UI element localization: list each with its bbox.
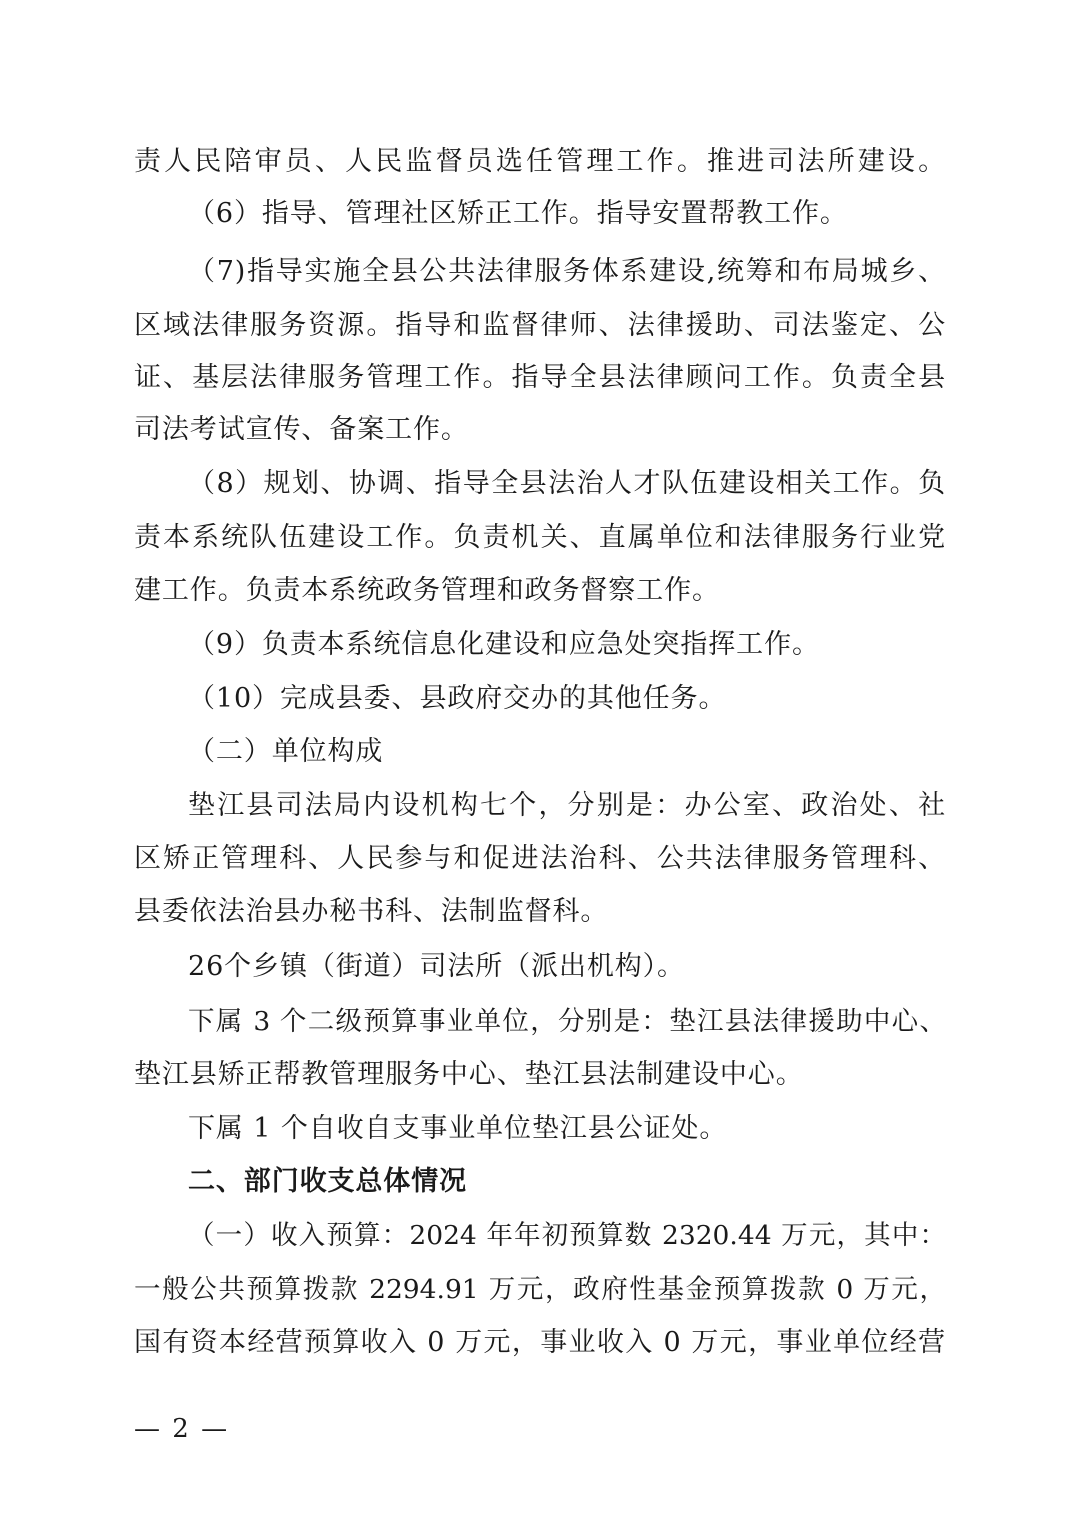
paragraph-line: 下属 1 个自收自支事业单位垫江县公证处。 <box>188 1113 728 1144</box>
paragraph-line: 责本系统队伍建设工作。负责机关、直属单位和法律服务行业党 <box>134 522 946 553</box>
paragraph-line: 司法考试宣传、备案工作。 <box>134 414 469 445</box>
paragraph-line: 垫江县矫正帮教管理服务中心、垫江县法制建设中心。 <box>134 1059 804 1090</box>
paragraph-line: （6）指导、管理社区矫正工作。指导安置帮教工作。 <box>188 198 848 229</box>
section-heading: 二、部门收支总体情况 <box>188 1166 467 1197</box>
page-number: — 2 — <box>134 1414 230 1444</box>
paragraph-line: 证、基层法律服务管理工作。指导全县法律顾问工作。负责全县 <box>134 362 946 393</box>
paragraph-line: （9）负责本系统信息化建设和应急处突指挥工作。 <box>188 629 820 660</box>
paragraph-line: 一般公共预算拨款 2294.91 万元，政府性基金预算拨款 0 万元， <box>134 1274 946 1305</box>
paragraph-line: 县委依法治县办秘书科、法制监督科。 <box>134 896 609 927</box>
section-subheading: （二）单位构成 <box>188 736 384 767</box>
paragraph-line: 垫江县司法局内设机构七个，分别是：办公室、政治处、社 <box>188 790 946 821</box>
paragraph-line: （10）完成县委、县政府交办的其他任务。 <box>188 683 727 714</box>
paragraph-line: 区矫正管理科、人民参与和促进法治科、公共法律服务管理科、 <box>134 843 946 874</box>
paragraph-line: 建工作。负责本系统政务管理和政务督察工作。 <box>134 575 720 606</box>
paragraph-line: （8）规划、协调、指导全县法治人才队伍建设相关工作。负 <box>188 468 946 499</box>
paragraph-line: （一）收入预算：2024 年年初预算数 2320.44 万元，其中： <box>188 1220 946 1251</box>
paragraph-line: （7)指导实施全县公共法律服务体系建设,统筹和布局城乡、 <box>188 256 946 287</box>
paragraph-line: 责人民陪审员、人民监督员选任管理工作。推进司法所建设。 <box>134 146 946 177</box>
paragraph-line: 26个乡镇（街道）司法所（派出机构）。 <box>188 951 685 982</box>
paragraph-line: 区域法律服务资源。指导和监督律师、法律援助、司法鉴定、公 <box>134 310 946 341</box>
paragraph-line: 下属 3 个二级预算事业单位，分别是：垫江县法律援助中心、 <box>188 1006 946 1037</box>
paragraph-line: 国有资本经营预算收入 0 万元，事业收入 0 万元，事业单位经营 <box>134 1327 946 1358</box>
